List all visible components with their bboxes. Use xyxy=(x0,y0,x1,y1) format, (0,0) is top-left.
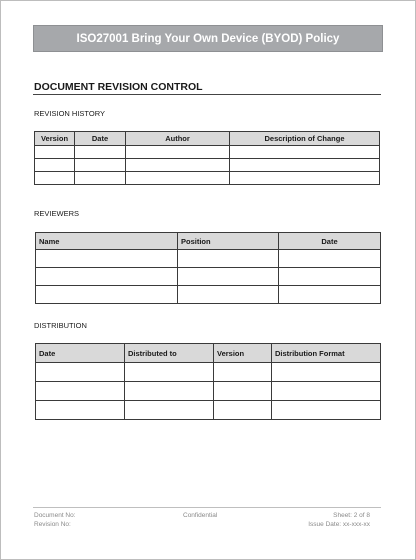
table-cell[interactable] xyxy=(272,382,381,401)
table-cell[interactable] xyxy=(272,401,381,420)
revision-number-label: Revision No: xyxy=(34,521,71,528)
table-cell[interactable] xyxy=(272,363,381,382)
column-header: Date xyxy=(75,132,126,146)
revision-history-table xyxy=(34,131,380,185)
column-header: Description of Change xyxy=(230,132,380,146)
column-header: Version xyxy=(214,344,272,363)
table-cell[interactable] xyxy=(279,268,381,286)
issue-date: Issue Date: xx-xxx-xx xyxy=(308,521,370,528)
table-cell[interactable] xyxy=(230,146,380,159)
document-number-label: Document No: xyxy=(34,512,76,519)
table-cell[interactable] xyxy=(214,401,272,420)
table-cell[interactable] xyxy=(230,172,380,185)
table-cell[interactable] xyxy=(75,146,126,159)
table-cell[interactable] xyxy=(36,268,178,286)
table-cell[interactable] xyxy=(214,363,272,382)
table-row xyxy=(36,250,381,268)
table-cell[interactable] xyxy=(279,250,381,268)
table-cell[interactable] xyxy=(126,172,230,185)
table-row xyxy=(36,401,381,420)
table-cell[interactable] xyxy=(214,382,272,401)
table-cell[interactable] xyxy=(35,146,75,159)
table-row xyxy=(36,363,381,382)
revision-history-label: REVISION HISTORY xyxy=(34,109,105,118)
column-header: Distributed to xyxy=(125,344,214,363)
table-cell[interactable] xyxy=(125,401,214,420)
table-row xyxy=(35,146,380,159)
table-cell[interactable] xyxy=(178,250,279,268)
table-cell[interactable] xyxy=(75,159,126,172)
table-cell[interactable] xyxy=(230,159,380,172)
table-cell[interactable] xyxy=(125,382,214,401)
table-row xyxy=(35,172,380,185)
column-header: Version xyxy=(35,132,75,146)
table-cell[interactable] xyxy=(36,401,125,420)
table-cell[interactable] xyxy=(35,172,75,185)
table-cell[interactable] xyxy=(36,382,125,401)
distribution-label: DISTRIBUTION xyxy=(34,321,87,330)
heading-divider xyxy=(33,94,381,95)
table-cell[interactable] xyxy=(36,250,178,268)
column-header: Distribution Format xyxy=(272,344,381,363)
table-row xyxy=(35,159,380,172)
table-cell[interactable] xyxy=(279,286,381,304)
distribution-table xyxy=(35,343,381,420)
table-cell[interactable] xyxy=(126,159,230,172)
table-header-row xyxy=(36,233,381,250)
reviewers-table xyxy=(35,232,381,304)
column-header: Position xyxy=(178,233,279,250)
column-header: Date xyxy=(279,233,381,250)
table-cell[interactable] xyxy=(178,286,279,304)
table-cell[interactable] xyxy=(126,146,230,159)
footer-divider xyxy=(33,507,381,508)
section-heading: DOCUMENT REVISION CONTROL xyxy=(34,81,203,93)
classification-label: Confidential xyxy=(183,512,218,519)
table-cell[interactable] xyxy=(36,286,178,304)
table-cell[interactable] xyxy=(35,159,75,172)
document-title-banner: ISO27001 Bring Your Own Device (BYOD) Policy xyxy=(33,25,383,52)
table-cell[interactable] xyxy=(178,268,279,286)
column-header: Author xyxy=(126,132,230,146)
table-cell[interactable] xyxy=(75,172,126,185)
table-row xyxy=(36,268,381,286)
sheet-number: Sheet: 2 of 8 xyxy=(333,512,370,519)
table-cell[interactable] xyxy=(125,363,214,382)
column-header: Date xyxy=(36,344,125,363)
table-header-row xyxy=(35,132,380,146)
table-row xyxy=(36,382,381,401)
column-header: Name xyxy=(36,233,178,250)
reviewers-label: REVIEWERS xyxy=(34,209,80,218)
table-cell[interactable] xyxy=(36,363,125,382)
table-row xyxy=(36,286,381,304)
table-header-row xyxy=(36,344,381,363)
